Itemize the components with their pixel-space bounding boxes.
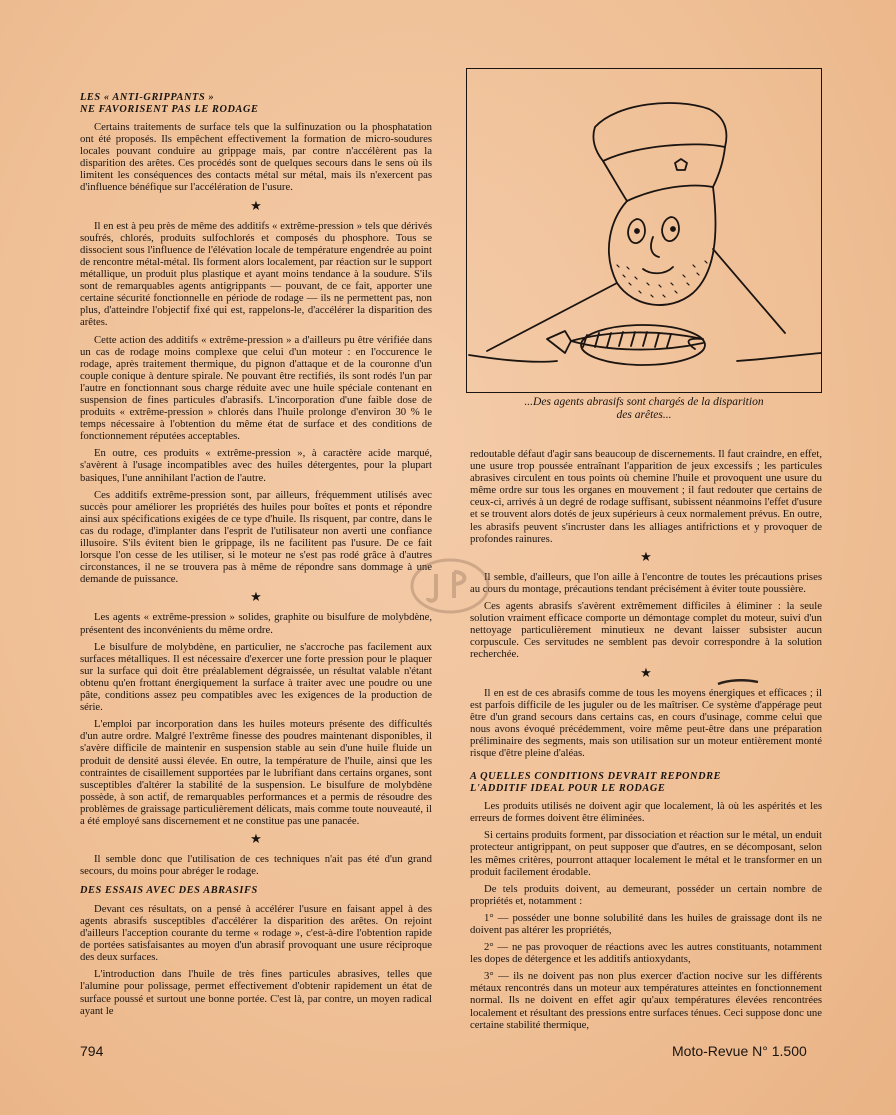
paragraph: Devant ces résultats, on a pensé à accélérer l'usure en faisant appel à des agents abrasifs susceptibles d'accélérer la disparition des arêtes. On rejoint d'ailleurs l'acception courante du terme « rodage », c'est-à-dire l'obtention rapide de portées satisfaisantes au moyen d'un abrasif provoquant une usure réciproque des deux surfaces. [80,902,432,964]
face [609,187,716,305]
paragraph: L'emploi par incorporation dans les huiles moteurs présente des difficultés d'un autre ordre. Malgré l'extrême finesse des poudres maintenant disponibles, il s'avère difficile de maintenir en suspension stable au sein d'une huile fluide un produit de densité aussi élevée. En outre, la température de l'huile, ainsi que les contraintes de cisaillement supportées par le lubrifiant dans certains organes, sont susceptibles d'altérer la stabilité de la suspension. Le bisulfure de molybdène possède, à son actif, de remarquables performances et a permis de résoudre des problèmes de graissage particulièrement délicats, mais comme toute nouveauté, il a été employé sans discernement et ne constitue pas une panacée. [80,718,432,827]
paragraph: 2° — ne pas provoquer de réactions avec les autres constituants, notamment les dopes de détergence et les additifs antioxydants, [470,941,822,966]
heading-essais-abrasifs: DES ESSAIS AVEC DES ABRASIFS [80,885,258,897]
page-number: 794 [80,1043,104,1059]
paragraph: En outre, ces produits « extrême-pression », à caractère acide marqué, s'avèrent à l'usage incompatibles avec des huiles détergentes, pour la plupart basiques, l'une annihilant l'action de l'autre. [80,447,432,484]
heading-line-1: A QUELLES CONDITIONS DEVRAIT REPONDRE [470,771,722,783]
hat-badge [675,159,687,170]
pencil-mark [716,676,760,690]
paragraph: L'introduction dans l'huile de très fines particules abrasives, telles que l'alumine pour polissage, permet effectivement d'obtenir rapidement un état de surface poussé et surtout une bonne portée. C'est là, par contre, un moyen radical ayant le [80,968,432,1017]
star-separator: ★ [640,548,652,564]
star-separator: ★ [250,589,262,605]
paragraph: Les agents « extrême-pression » solides, graphite ou bisulfure de molybdène, présentent des inconvénients du même ordre. [80,611,432,636]
illustration-frame [466,68,822,393]
paragraph: Il semble donc que l'utilisation de ces techniques n'ait pas été d'un grand secours, du moins pour abréger le rodage. [80,853,432,878]
left-column [80,92,432,1022]
cook-hat [593,103,726,161]
heading-line-2: L'ADDITIF IDEAL POUR LE RODAGE [470,782,666,794]
heading-line-1: LES « ANTI-GRIPPANTS » [80,92,215,103]
right-column [470,448,822,1036]
paragraph: Le bisulfure de molybdène, en particulier, ne s'accroche pas facilement aux surfaces métalliques. Il est nécessaire d'exercer une forte pression pour le plaquer sur la surface qui doit être préalablement dégraissée, un résultat valable n'étant obtenu qu'en frottant énergiquement la surface à traiter avec une poudre ou une pâte, conditions assez peu compatibles avec les exigences de la production de série. [80,640,432,714]
paragraph: Cette action des additifs « extrême-pression » a d'ailleurs pu être vérifiée dans un cas de rodage moins complexe que celui d'un moteur : en l'occurence le rodage, après traitement thermique, du pignon d'attaque et de la couronne d'un couple conique à denture spirale. Ne pouvant être rectifiés, ils sont rodés l'un par l'autre en fonctionnant sous charge réduite avec une huile spéciale contenant en suspension de fines particules d'abrasifs. L'incorporation d'une faible dose de produits « extrême-pression » chlorés dans l'huile prolonge d'environ 30 % le temps nécessaire à l'obtention du même état de surface et des conditions de fonctionnement réputées acceptables. [80,333,432,443]
star-separator: ★ [250,197,262,213]
paragraph: Il en est à peu près de même des additifs « extrême-pression » tels que dérivés soufrés, chlorés, produits sulfochlorés et composés du phosphore. Tous se dissocient sous l'influence de l'élévation locale de température engendrée au point de rencontre métal-métal. Ils forment alors localement, par réaction sur le support métallique, un produit plus plastique et ayant moins tendance à la soudure. S'ils sont de remarquables agents antigrippants — pouvant, de ce fait, apporter une certaine sécurité fonctionnelle en période de rodage — ils ne permettent pas, non plus, d'atteindre l'objectif fixé qui est, rappelons-le, d'accélérer la disparition des arêtes. [80,219,432,329]
paragraph: Les produits utilisés ne doivent agir que localement, là où les aspérités et les erreurs de formes doivent être éliminées. [470,800,822,825]
caption-line-2: des arêtes... [616,409,672,421]
library-stamp-watermark [408,556,492,616]
star-separator: ★ [640,664,652,680]
paragraph: 1° — posséder une bonne solubilité dans les huiles de graissage dont ils ne doivent pas altérer les propriétés, [470,911,822,936]
fish-skeleton [547,331,703,353]
star-separator: ★ [250,831,262,847]
paragraph: Il semble, d'ailleurs, que l'on aille à l'encontre de toutes les précautions prises au cours du montage, précautions tendant précisément à éviter toute poussière. [470,570,822,595]
paragraph: Ces additifs extrême-pression sont, par ailleurs, fréquemment utilisés avec succès pour améliorer les propriétés des huiles pour boîtes et ponts et répondre ainsi aux spécifications exigées de ce type d'huile. Ils risquent, par contre, dans le cas du rodage, d'implanter dans l'esprit de l'utilisateur non averti une confiance illusoire. S'ils évitent bien le grippage, ils ne facilitent pas l'usure. De ce fait lorsque l'on cesse de les utiliser, si le moteur ne s'est pas rodé grâce à d'autres circonstances, il ne se trouvera pas à même de répondre sans dommage à une demande de puissance. [80,488,432,586]
paragraph: 3° — ils ne doivent pas non plus exercer d'action nocive sur les différents métaux rencontrés dans un moteur aux températures atteintes en fonctionnement normal. Ils ne doivent en effet agir qu'aux températures élevées rencontrées localement et résultant des pressions entre surfaces ténues. Ceci suppose donc une certaine stabilité thermique, [470,970,822,1031]
paragraph: Si certains produits forment, par dissociation et réaction sur le métal, un enduit protecteur antigrippant, on peut supposer que d'autres, en se décomposant, selon les mêmes critères, pourront attaquer localement le métal et le transformer en un produit facilement érodable. [470,829,822,878]
paragraph: Certains traitements de surface tels que la sulfinuzation ou la phosphatation ont été proposés. Ils empêchent effectivement la formation de micro-soudures locales pouvant conduire au grippage mais, par contre n'accélèrent pas la disparition des arêtes. Ces procédés sont de quelques secours dans le sens où ils limitent les conséquences des contacts métal sur métal, mais ils n'exercent pas d'influence bénéfique sur l'accélération de l'usure. [80,121,432,194]
cartoon-illustration [467,69,822,393]
heading-additif-ideal [470,771,822,794]
caption-line-1: ...Des agents abrasifs sont chargés de la disparition [524,396,764,408]
illustration-caption [470,396,818,422]
paragraph: Ces agents abrasifs s'avèrent extrêmement difficiles à éliminer : la seule solution vraiment efficace comporte un démontage complet du moteur, suivi d'un nettoyage particulièrement minutieux ne devant laisser subsister aucun corpuscule. Ces servitudes ne semblent pas devoir correspondre à la solution recherchée. [470,600,822,661]
paragraph: redoutable défaut d'agir sans beaucoup de discernements. Il faut craindre, en effet, une usure trop poussée entraînant l'apparition de jeux excessifs ; les particules abrasives circulent en tous points où chemine l'huile et provoquent une usure du même ordre sur tous les organes en mouvement ; il faut redouter que certains de ceux-ci, arrivés à un degré de rodage suffisant, subissent néanmoins l'effet d'usure et se trouvent alors dotés de jeux supérieurs à ceux normalement prévus. En outre, les abrasifs peuvent s'incruster dans les alliages antifrictions et y provoquer de profondes rainures. [470,448,822,545]
publication-footer: Moto-Revue N° 1.500 [672,1043,807,1059]
heading-line-2: NE FAVORISENT PAS LE RODAGE [80,103,259,115]
paragraph: Il en est de ces abrasifs comme de tous les moyens énergiques et efficaces ; il est parfois difficile de les juguler ou de les maîtriser. Ce système d'appérage peut être d'un grand secours dans certains cas, en cours d'usinage, comme celui que nous avons évoqué précédemment, voire même peut-être dans une préparation préliminaire des segments, mais son utilisation sur un moteur entièrement monté risque d'être pleine d'aléas. [470,686,822,760]
heading-anti-grippants [80,92,432,115]
paragraph: De tels produits doivent, au demeurant, posséder un certain nombre de propriétés et, notamment : [470,882,822,907]
